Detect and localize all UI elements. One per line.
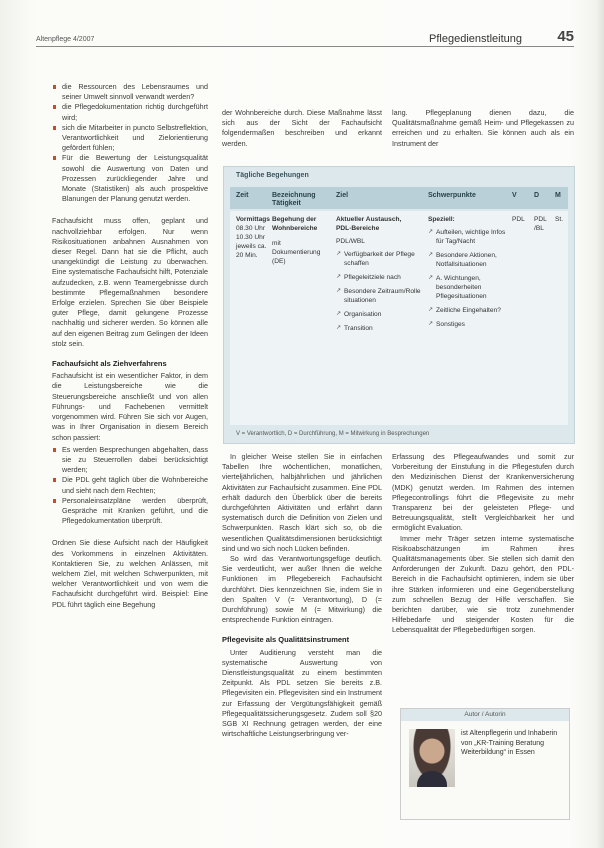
column-3 [392, 452, 574, 646]
paragraph: So wird das Verantwortungsgefüge deutlich. Sie verdeutlicht, wer außer Ihnen die welche Funktionen im Pflegebereich Fachaufsicht durchführt. Dies kennzeichnen Sie, indem Sie in den Spalten V (= Verantwortung), D (= Durchführung) sowie M (= Mitwirkung) die entsprechende Funktion eintragen. [222, 554, 382, 625]
cell-v: PDL [512, 216, 525, 223]
cell-ziel [336, 215, 422, 333]
author-box [400, 708, 570, 820]
cell-schwerpunkte [428, 215, 508, 329]
schwer-item: ↗ A. Wichtungen, besonderheiten Pflegesituationen [428, 274, 508, 301]
author-box-title: Autor / Autorin [401, 709, 569, 721]
zeit-line: 08.30 Uhr [236, 225, 265, 232]
ziel-item: situationen [344, 297, 376, 304]
bezeichnung-line: mit Dokumentierung (DE) [272, 240, 321, 265]
bezeichnung-line: Begehung der Wohnbereiche [272, 216, 318, 232]
paragraph: Fachaufsicht ist ein wesentlicher Faktor, in dem die Leistungsbereiche wie die Steuerungsbereiche anschließt und von allen Führungs- und Fachebenen vermittelt vorgenommen wird. Führen Sie sich vor Augen, was in Ihrer Organisation in diesem Bereich schon passiert: [52, 371, 208, 442]
paragraph: der Wohnbereiche durch. Diese Maßnahme lässt sich aus der Sicht der Fachaufsicht folgendermaßen beschreiben und erkannt werden. [222, 108, 382, 148]
ziel-item: ↗ Verfügbarkeit der Pflege schaffen [336, 250, 422, 268]
paragraph: Fachaufsicht muss offen, geplant und nachvollziehbar erfolgen. Nur wenn Risikosituationen anbahnen Ausnahmen von dieser Regel. Dann hat sie die Pflicht, auch unangekündigt die Leistung zu überwachen. Eine systematische Fachaufsicht hilft, Potenziale aufzudecken, z.B. wenn Teamergebnisse durch bestimmte Pflegemaßnahmen besondere Erfolge erzielen. Sprechen Sie über Beispiele guter Pflege, damit gelungene Prozesse nachhaltig und sicherer werden. So können alle auf den eigenen Beitrag zum Gelingen der Ideen stolz sein. [52, 216, 208, 348]
header-rule [36, 46, 574, 47]
cell-zeit [236, 215, 272, 260]
paragraph: lang. Pflegeplanung dienen dazu, die Qualitätsmaßnahme gemäß Heim- und Pflegekassen zu erreichen und zu erhalten. Sie können auch als ein Instrument der [392, 108, 574, 148]
table-header-cell: Schwerpunkte [428, 192, 476, 199]
cell-m: St. [555, 216, 564, 223]
subheading: Pflegevisite als Qualitätsinstrument [222, 635, 350, 645]
table-header-cell: V [512, 192, 517, 199]
author-bio: ist Altenpflegerin und Inhaberin von „KR-Training Beratung Weiterbildung“ in Essen [461, 730, 558, 756]
scan-shadow [596, 0, 604, 848]
bullet-item: Personaleinsatzpläne werden überprüft, Gespräche mit Kranken geführt, und die Pflegedokumentation überprüft. [52, 496, 208, 527]
bullet-item: die Pflegedokumentation richtig durchgeführt wird; [52, 102, 208, 122]
paragraph: Immer mehr Träger setzen interne systematische Risikoabschätzungen im Rahmen ihres Qualitätsmanagements über. Sie stellen sich damit den Anforderungen der Zukunft. Dazu gehört, den PDL-Bereich in die Fachaufsicht optimieren, indem sie über ihre Stärken informieren und eine Gegenüberstellung zum schnellen Bezug der Hilfe verschaffen. Sie berichten darüber, wie sie trotz zunehmender Hilfebedarfe und steigender Kosten für die Lebensqualität der Pflegebedürftigen sorgen. [392, 533, 574, 635]
ziel-sub: PDL/WBL [336, 238, 365, 245]
author-photo [409, 729, 455, 787]
zeit-line: Vormittags [236, 216, 270, 223]
ziel-item: ↗ Pflegeleitziele nach [336, 273, 422, 282]
zeit-line: 10.30 Uhr [236, 234, 265, 241]
column-1 [52, 82, 208, 620]
ziel-head: PDL-Bereiche [336, 225, 380, 232]
bullet-item: Es werden Besprechungen abgehalten, dass sie zu Steuerrollen dabei berücksichtigt werden; [52, 445, 208, 476]
zeit-line: 20 Min. [236, 252, 258, 259]
table-header-cell: Bezeichnung Tätigkeit [272, 192, 316, 207]
cell-bezeichnung [272, 215, 330, 266]
table-footnote: V = Verantwortlich, D = Durchführung, M = Mitwirkung in Besprechungen [236, 431, 430, 437]
page-number: 45 [557, 28, 574, 45]
ziel-head: Aktueller Austausch, [336, 216, 402, 223]
bullet-item: sich die Mitarbeiter in puncto Selbstreflektion, Verantwortlichkeit und Zielorientierung gefördert fühlen; [52, 123, 208, 154]
ziel-item: ↗ Besondere Zeitraum/Rolle [336, 287, 422, 296]
bullet-item: Die PDL geht täglich über die Wohnbereiche und sieht nach dem Rechten; [52, 475, 208, 495]
column-2 [222, 452, 382, 749]
table-body [230, 211, 568, 425]
subheading: Fachaufsicht als Ziehverfahrens [52, 359, 167, 369]
table-header-cell: M [555, 192, 561, 199]
column-2-top [222, 108, 382, 159]
schwer-item: ↗ Sonstiges [428, 320, 508, 329]
schwer-item: ↗ Zeitliche Eingehalten? [428, 306, 508, 315]
schwer-item: ↗ Aufteilen, wichtige Infos für Tag/Nacht [428, 228, 508, 246]
activity-table [223, 166, 575, 444]
table-title: Tägliche Begehungen [236, 172, 309, 179]
cell-d: PDL /BL [534, 216, 547, 232]
paragraph: Ordnen Sie diese Aufsicht nach der Häufigkeit des Vorkommens in einzelnen Aktivitäten. Kontaktieren Sie, zu welchen Anlässen, mit welchem Ziel, mit welchen Schwerpunkten, mit welcher Verantwortlichkeit und von wem die Fachaufsicht durchgeführt wird. Beispiel: Eine PDL führt täglich eine Begehung [52, 538, 208, 609]
ziel-item: ↗ Organisation [336, 310, 422, 319]
schwer-item: ↗ Besondere Aktionen, Notfallsituationen [428, 251, 508, 269]
table-header-row [230, 187, 568, 209]
ziel-item: ↗ Transition [336, 324, 422, 333]
paragraph: In gleicher Weise stellen Sie in einfachen Tabellen Ihre wöchentlichen, monatlichen, vierteljährlichen, halbjährlichen und jährlichen Aktivitäten zur Fachaufsicht zusammen. Eine PDL erhält dadurch den Überblick über die bereits durchgeführten Aktivitäten und erfährt dann systematisch durch die Definition von Zielen und Schwerpunkten. Rasch klärt sich so, ob die wesentlichen Qualitätsdimensionen berücksichtigt sind und wo sich noch Lücken befinden. [222, 452, 382, 553]
schwer-head: Speziell: [428, 216, 455, 223]
table-header-cell: Ziel [336, 192, 349, 199]
table-header-cell: Zeit [236, 192, 249, 199]
column-3-top [392, 108, 574, 159]
section-title: Pflegedienstleitung [429, 33, 522, 45]
bullet-item: Für die Bewertung der Leistungsqualität sowohl die Auswertung von Daten und Prozessen zurückliegender Jahre und Monate (Statistiken) als auch prospektive Blanungen der Planung genutzt werden. [52, 153, 208, 204]
paragraph: Unter Auditierung versteht man die systematische Auswertung von Dienstleistungsqualität zu einem bestimmten Zeitpunkt. Als PDL setzen Sie bereits z.B. Pflegevisiten ein. Pflegevisiten sind ein Instrument zur Erfassung der Vergütungsfähigkeit gemäß Pflegequalitätssicherungsgesetz. Zudem soll §20 SGB XI Rechnung getragen werden, der eine wirtschaftliche Leistungserbringung ver- [222, 647, 382, 739]
table-header-cell: D [534, 192, 540, 199]
bullet-item: die Ressourcen des Lebensraumes und seiner Umwelt sinnvoll verwandt werden? [52, 82, 208, 102]
zeit-line: jeweils ca. [236, 243, 267, 250]
page-header [36, 30, 574, 50]
paragraph: Erfassung des Pflegeaufwandes und somit zur Vorbereitung der Einstufung in die Pflegestufen durch den Medizinischen Dienst der Krankenversicherung (MDK) genutzt werden. Im Rahmen des internen Pflegecontrollings führt die Pflegevisite zu mehr Transparenz bei der geleisteten Pflege- und Betreuungsqualität, stellt Vergleichbarkeit her und ermöglicht Evaluation. [392, 452, 574, 533]
issue-label: Altenpflege 4/2007 [36, 36, 95, 43]
